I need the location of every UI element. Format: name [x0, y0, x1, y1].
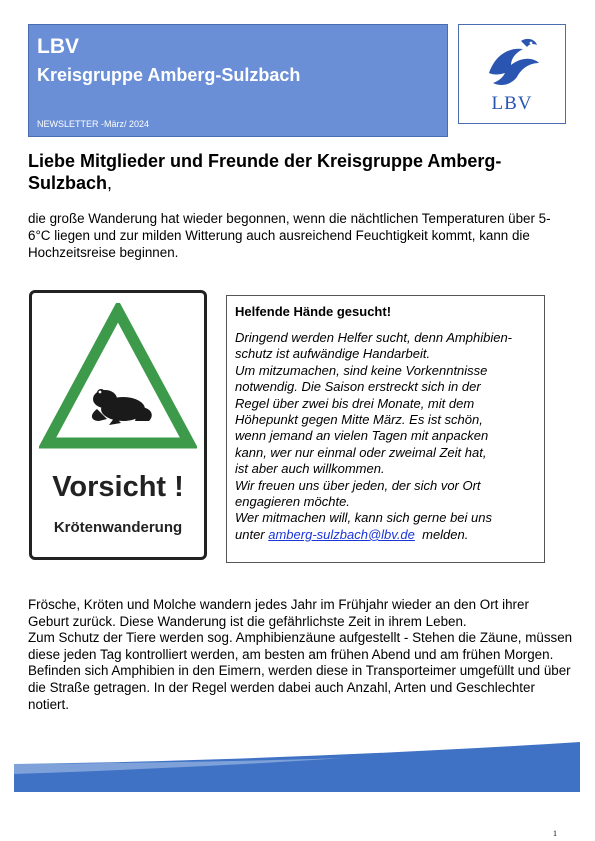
page-number: 1: [553, 829, 557, 838]
callout-heading: Helfende Hände gesucht!: [235, 304, 392, 319]
body-text-block: Frösche, Kröten und Molche wandern jedes Jahr im Frühjahr wieder an den Ort ihrer Geburt zurück. Diese Wanderung ist die gefährlichste Zeit in ihrem Leben.: [28, 597, 529, 629]
header-newsletter-date: NEWSLETTER -März/ 2024: [37, 119, 150, 129]
greeting-heading: [28, 150, 568, 194]
callout-line: Höhepunkt gegen Mitte März. Es ist schön,: [235, 412, 483, 428]
decorative-wave: [14, 740, 582, 794]
body-paragraph: [28, 597, 573, 713]
callout-line: kann, wer nur einmal oder zweimal Zeit hat,: [235, 444, 487, 460]
callout-line: Um mitzumachen, sind keine Vorkenntnisse: [235, 362, 488, 378]
logo-text: LBV: [491, 93, 533, 114]
callout-line: schutz ist aufwändige Handarbeit.: [235, 346, 431, 362]
callout-last-suffix: melden.: [414, 526, 469, 542]
sign-title: Vorsicht !: [52, 471, 184, 503]
newsletter-header: [28, 24, 448, 137]
helpers-wanted-box: [226, 295, 545, 563]
body-text-block: Befinden sich Amphibien in den Eimern, werden diese in Transporteimer umgefüllt und über die Straße getragen. In der Regel werden dabei auch Anzahl, Arten und Geschlechter notiert.: [28, 663, 571, 712]
header-group: Kreisgruppe Amberg-Sulzbach: [37, 65, 301, 85]
toad-warning-icon: [39, 303, 197, 453]
callout-line: Wer mitmachen will, kann sich gerne bei uns: [235, 510, 492, 526]
callout-text: [235, 330, 536, 543]
email-link[interactable]: amberg-sulzbach@lbv.de: [268, 526, 415, 542]
body-text-block: Zum Schutz der Tiere werden sog. Amphibienzäune aufgestellt - Stehen die Zäune, müssen diese jeden Tag kontrolliert werden, am besten am frühen Abend und am frühen Morgen.: [28, 630, 573, 662]
intro-paragraph: die große Wanderung hat wieder begonnen, wenn die nächtlichen Temperaturen über 5-6°C liegen und zur milden Witterung auch ausreichend Feuchtigkeit kommt, kann die Hochzeitsreise beginnen.: [28, 211, 551, 260]
sign-subtitle: Krötenwanderung: [53, 519, 183, 536]
callout-line: Wir freuen uns über jeden, der sich vor Ort: [235, 477, 481, 493]
lbv-logo: [458, 24, 566, 124]
greeting-punct: ,: [107, 173, 113, 193]
callout-line: ist aber auch willkommen.: [235, 461, 385, 477]
callout-last-prefix: unter: [235, 526, 269, 542]
callout-line: notwendig. Die Saison erstreckt sich in der: [235, 379, 481, 395]
toad-warning-sign: [29, 290, 207, 560]
callout-line: wenn jemand an vielen Tagen mit anpacken: [235, 428, 489, 444]
bird-icon: [481, 33, 543, 91]
callout-line: Regel über zwei bis drei Monate, mit dem: [235, 395, 475, 411]
header-org: LBV: [37, 35, 79, 58]
callout-line: Dringend werden Helfer sucht, denn Amphibien-: [235, 330, 513, 345]
callout-line: engagieren möchte.: [235, 494, 350, 510]
greeting-title: Liebe Mitglieder und Freunde der Kreisgruppe Amberg-Sulzbach: [28, 151, 502, 193]
